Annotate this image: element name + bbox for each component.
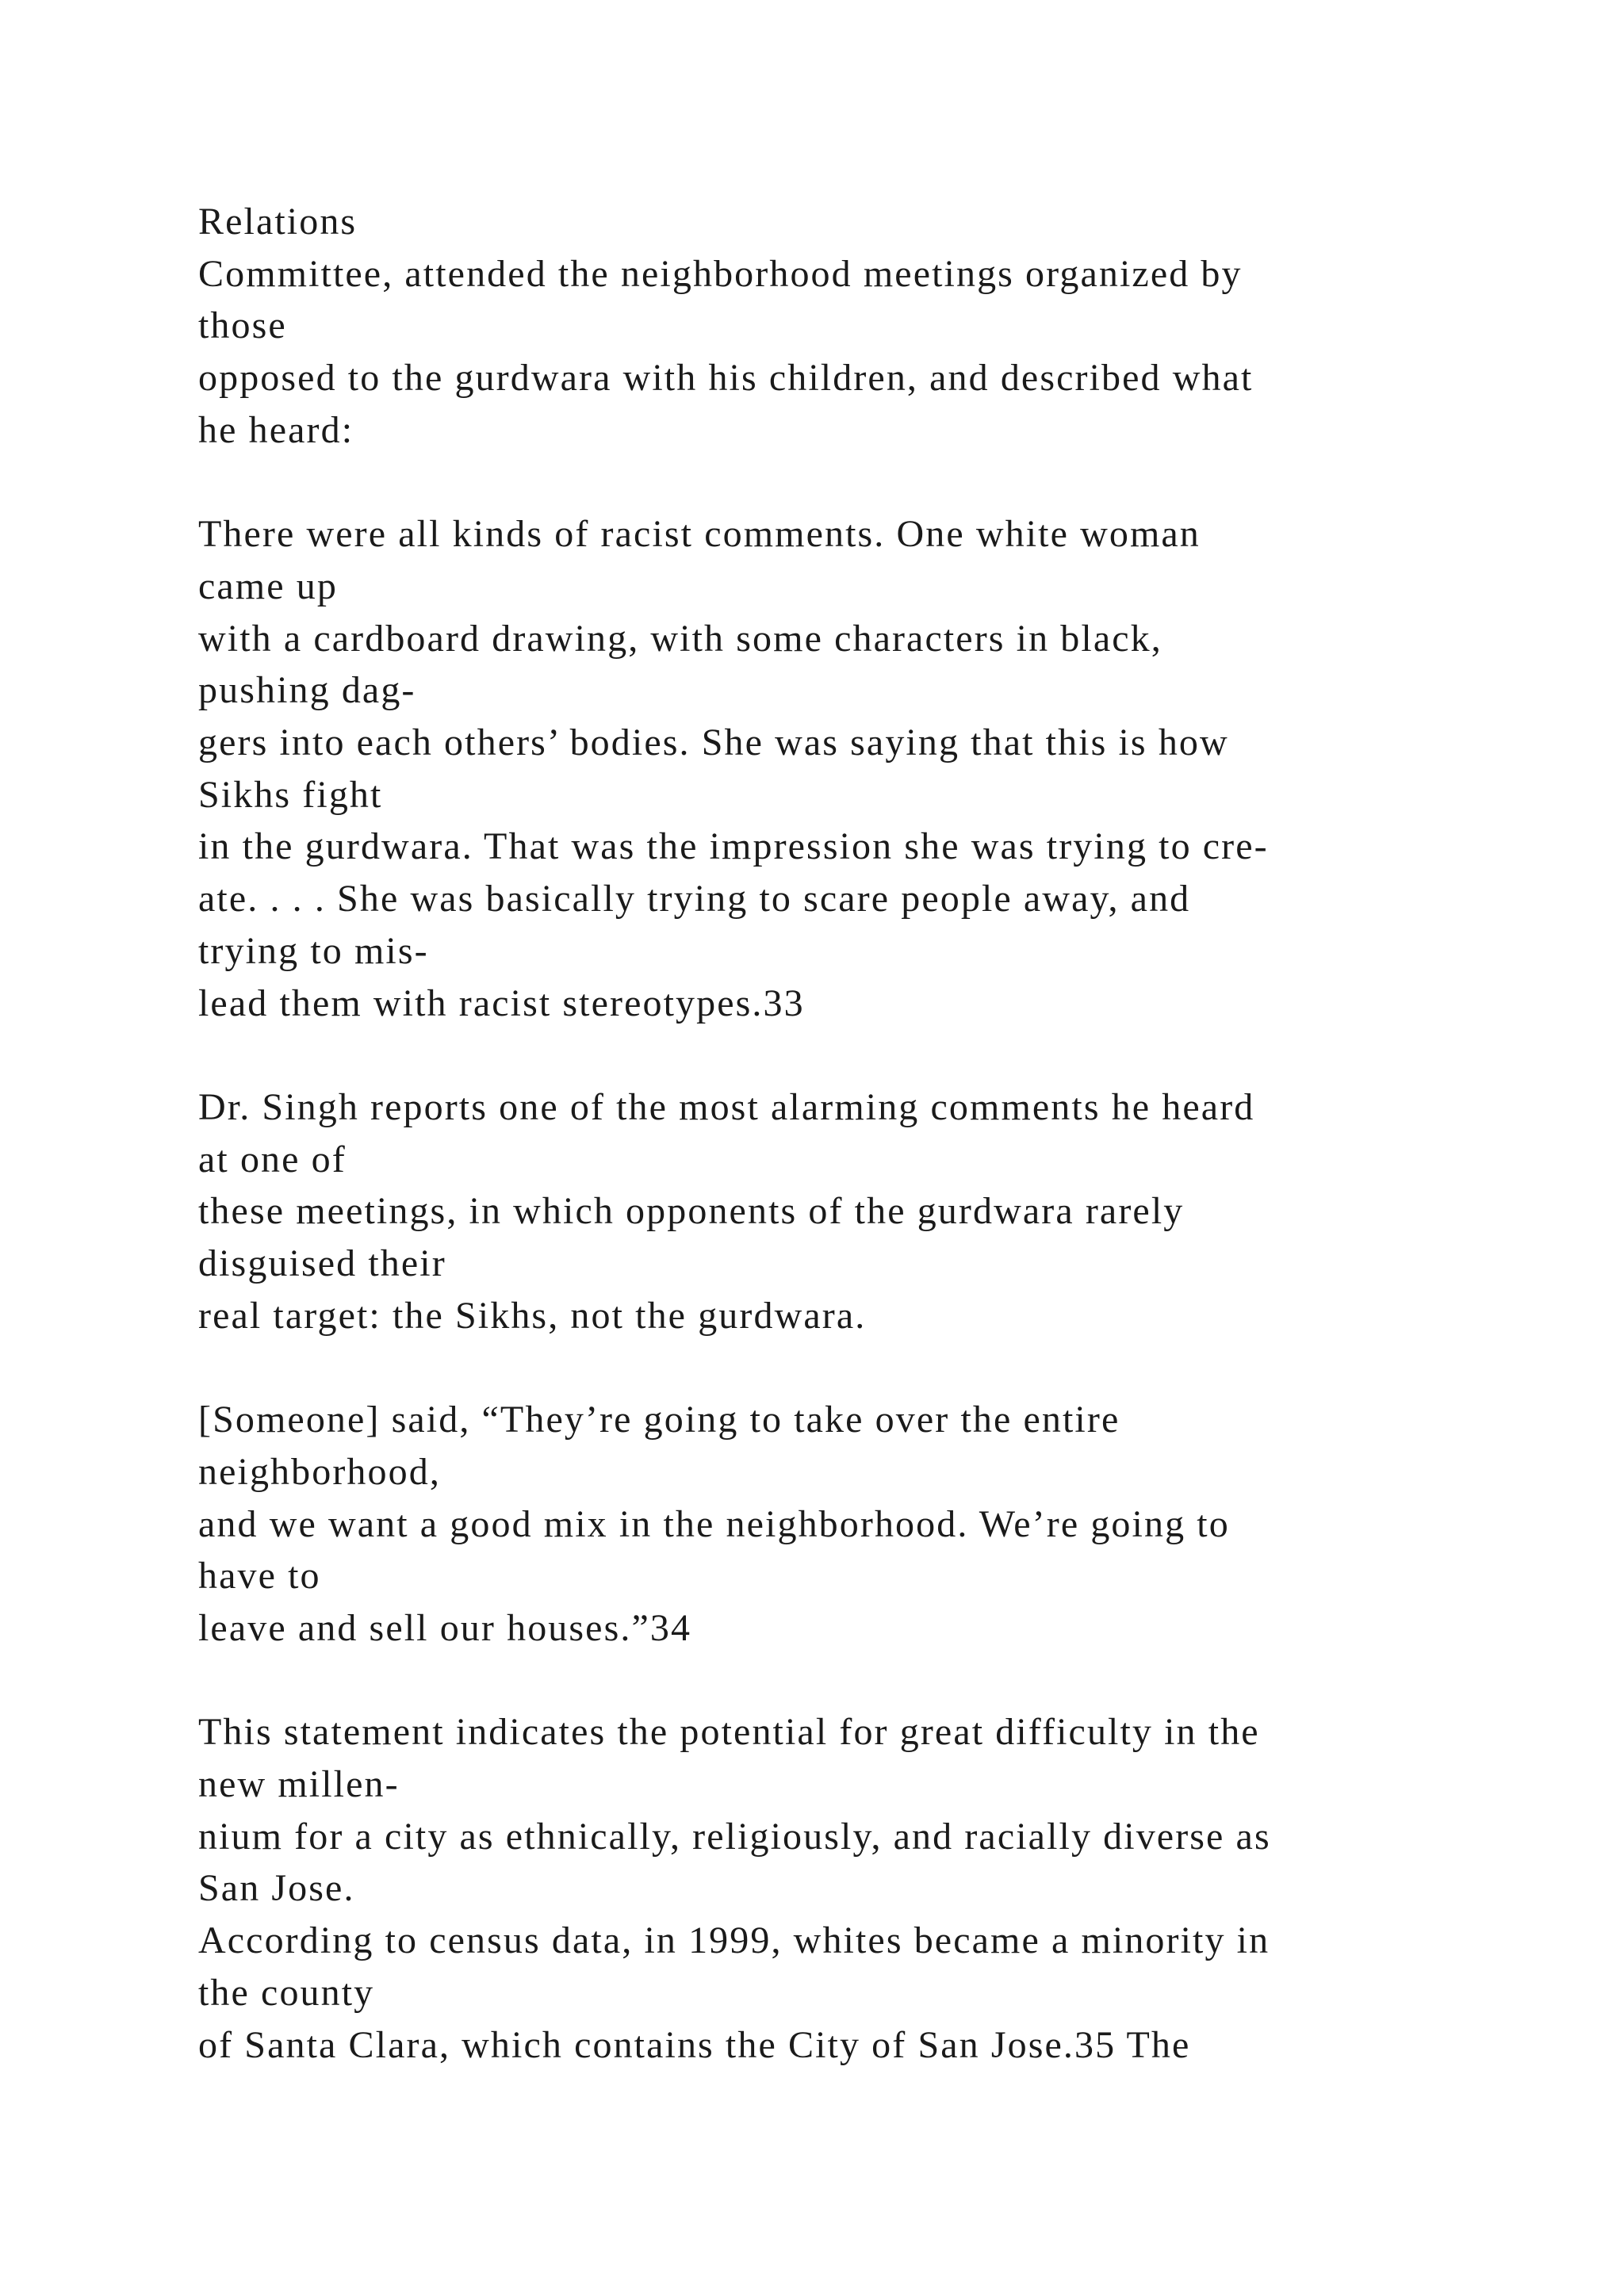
paragraph-2-block-quote [198,508,1507,1029]
text-line: ate. . . . She was basically trying to scare people away, and [198,878,1191,920]
text-line: have to [198,1555,321,1598]
text-line: nium for a city as ethnically, religiously, and racially diverse as [198,1815,1271,1858]
text-line: with a cardboard drawing, with some characters in black, [198,617,1162,660]
text-line: opposed to the gurdwara with his children, and described what [198,357,1254,400]
text-line: at one of [198,1138,347,1181]
text-line: lead them with racist stereotypes.33 [198,982,805,1024]
body-text [198,196,1507,2071]
text-line: new millen- [198,1763,400,1806]
text-line: leave and sell our houses.”34 [198,1606,692,1649]
text-line: [Someone] said, “They’re going to take over the entire [198,1399,1120,1441]
text-line: of Santa Clara, which contains the City of San Jose.35 The [198,2023,1191,2066]
text-line: real target: the Sikhs, not the gurdwara. [198,1294,867,1337]
text-line: According to census data, in 1999, whites became a minority in [198,1919,1270,1962]
text-line: trying to mis- [198,929,429,972]
text-line: disguised their [198,1242,446,1285]
paragraph-5 [198,1706,1507,2071]
text-line: in the gurdwara. That was the impression she was trying to cre- [198,825,1269,868]
text-line: those [198,304,287,347]
text-line: Sikhs fight [198,773,383,816]
text-line: pushing dag- [198,669,416,712]
text-line: these meetings, in which opponents of the gurdwara rarely [198,1190,1185,1233]
text-line: gers into each others’ bodies. She was saying that this is how [198,721,1229,764]
text-line: Committee, attended the neighborhood meetings organized by [198,252,1243,295]
text-line: Relations [198,201,358,243]
text-line: and we want a good mix in the neighborhood. We’re going to [198,1502,1230,1545]
paragraph-3 [198,1081,1507,1342]
paragraph-4-block-quote [198,1394,1507,1655]
text-line: San Jose. [198,1867,355,1910]
text-line: There were all kinds of racist comments. One white woman [198,513,1201,556]
paragraph-1 [198,196,1507,457]
text-line: the county [198,1971,375,2014]
text-line: Dr. Singh reports one of the most alarming comments he heard [198,1085,1255,1128]
text-line: neighborhood, [198,1450,441,1493]
text-line: came up [198,564,338,607]
text-line: he heard: [198,408,354,451]
text-line: This statement indicates the potential for great difficulty in the [198,1711,1260,1754]
